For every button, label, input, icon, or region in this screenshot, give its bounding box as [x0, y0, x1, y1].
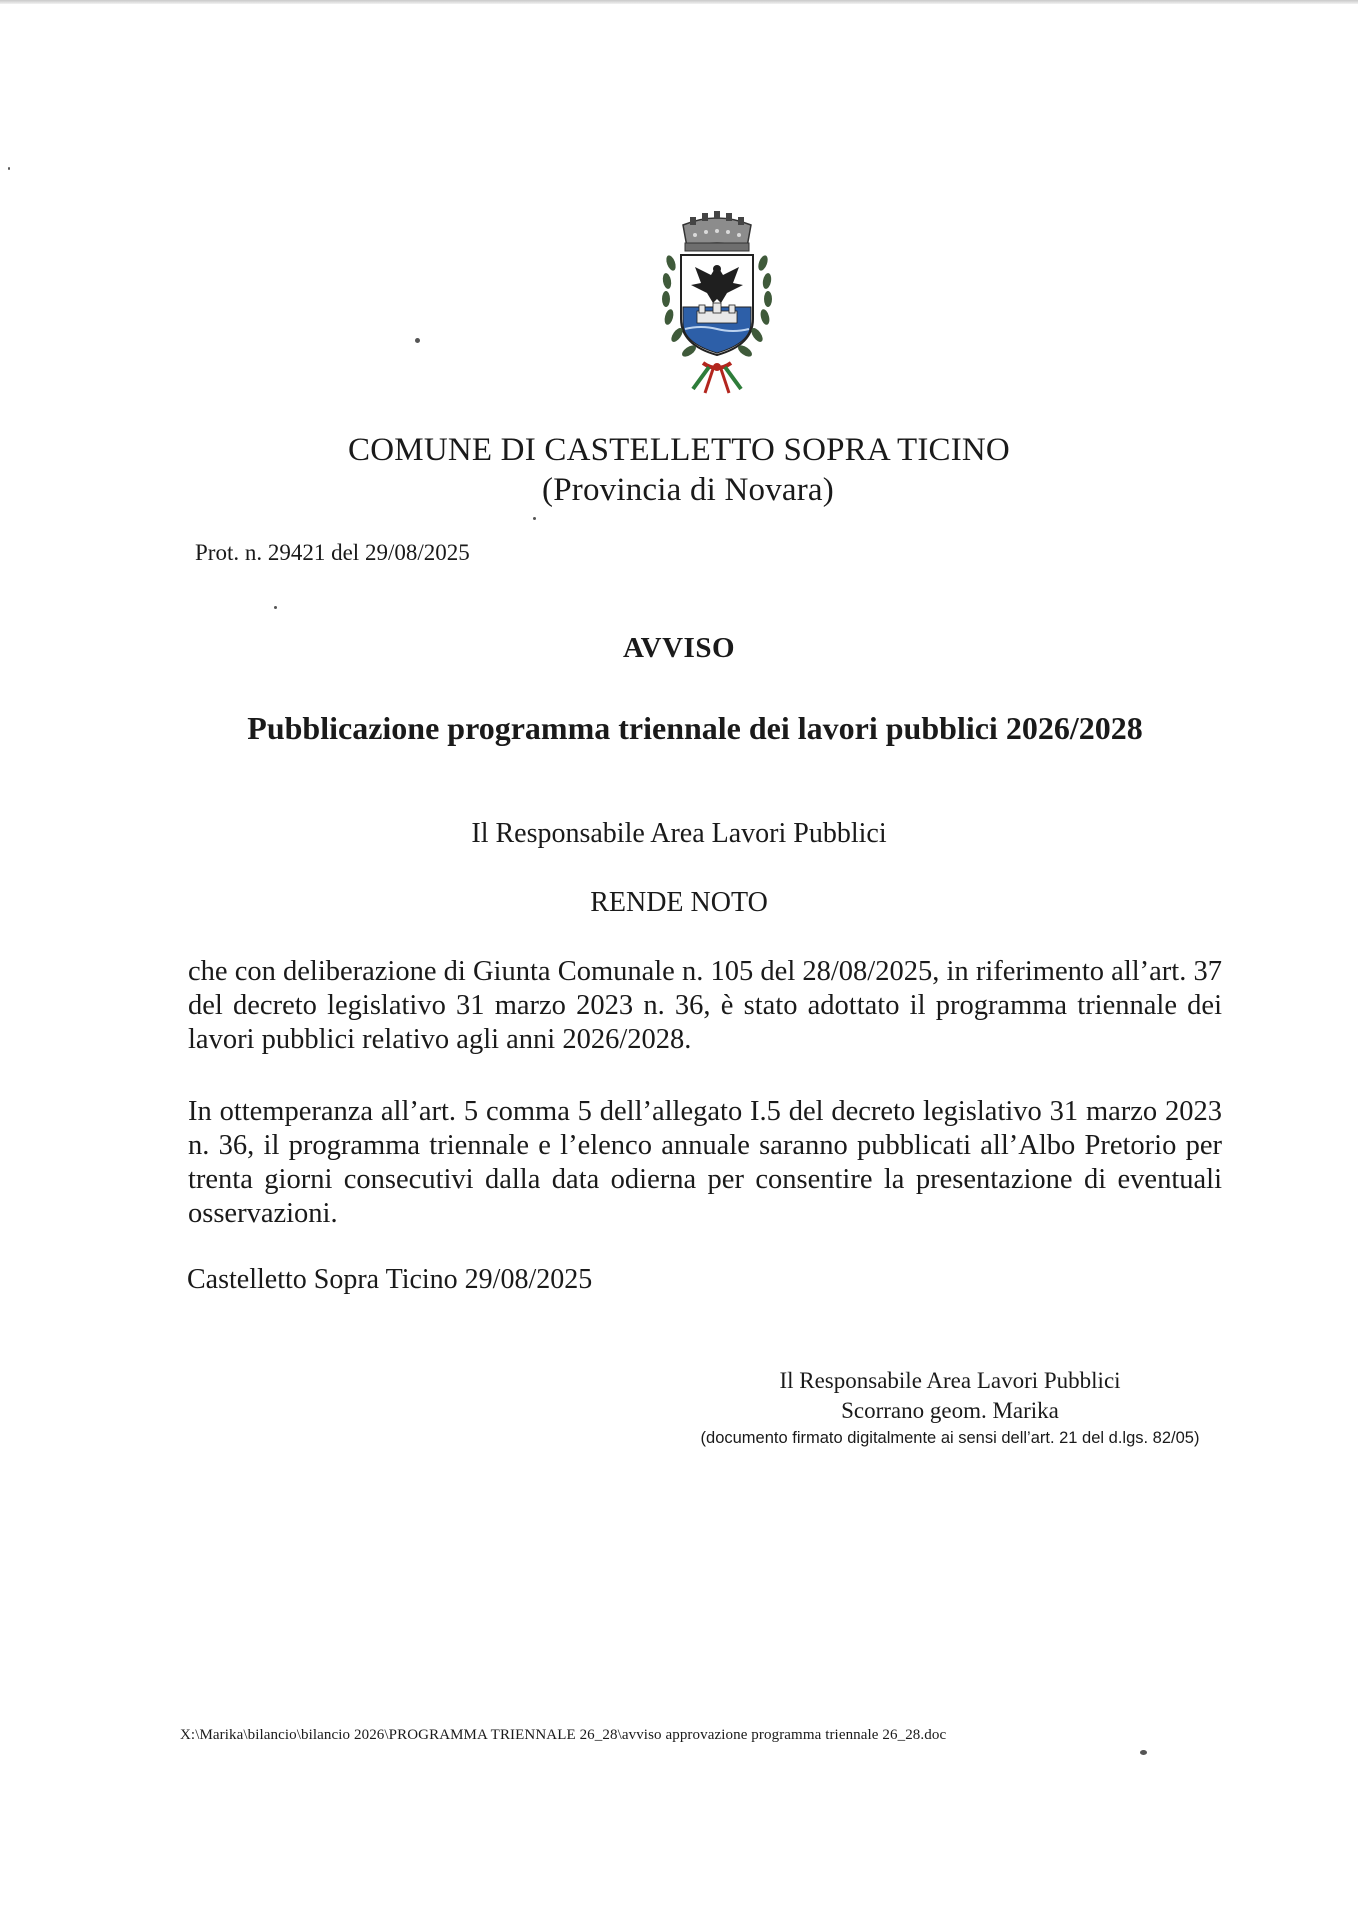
declaration-heading: RENDE NOTO	[590, 887, 768, 918]
digital-signature-note: (documento firmato digitalmente ai sensi dell’art. 21 del d.lgs. 82/05)	[700, 1429, 1200, 1447]
province-name: (Provincia di Novara)	[542, 472, 834, 508]
issuer-title: Il Responsabile Area Lavori Pubblici	[471, 818, 887, 849]
scan-speck	[1140, 1750, 1147, 1755]
crown-icon	[683, 211, 751, 251]
signatory-name: Scorrano geom. Marika	[841, 1398, 1059, 1423]
scan-speck	[533, 517, 536, 520]
document-file-path: X:\Marika\bilancio\bilancio 2026\PROGRAMMA TRIENNALE 26_28\avviso approvazione programma triennale 26_28.doc	[180, 1727, 947, 1743]
body-paragraph: In ottemperanza all’art. 5 comma 5 dell’allegato I.5 del decreto legislativo 31 marzo 2023 n. 36, il programma triennale e l’elenco annuale saranno pubblicati all’Albo Pretorio per trenta giorni consecutivi dalla data odierna per consentire la presentazione di eventuali osservazioni.	[188, 1096, 1222, 1229]
municipal-coat-of-arms-icon	[643, 203, 791, 395]
signature-block	[680, 1366, 1220, 1450]
scan-speck	[274, 606, 277, 609]
notice-title: AVVISO	[622, 632, 736, 664]
protocol-number: Prot. n. 29421 del 29/08/2025	[195, 540, 470, 565]
scan-speck	[8, 167, 10, 170]
body-paragraph: che con deliberazione di Giunta Comunale n. 105 del 28/08/2025, in riferimento all’art. 37 del decreto legislativo 31 marzo 2023 n. 36, è stato adottato il programma triennale dei lavori pubblici relativo agli anni 2026/2028.	[188, 956, 1222, 1055]
municipality-name: COMUNE DI CASTELLETTO SOPRA TICINO	[348, 432, 1010, 468]
signatory-role: Il Responsabile Area Lavori Pubblici	[779, 1368, 1121, 1393]
place-and-date: Castelletto Sopra Ticino 29/08/2025	[187, 1264, 593, 1295]
scan-speck	[415, 338, 420, 343]
scan-edge	[0, 0, 1358, 4]
ribbon-icon	[693, 363, 741, 393]
notice-subject: Pubblicazione programma triennale dei lavori pubblici 2026/2028	[247, 710, 1143, 746]
